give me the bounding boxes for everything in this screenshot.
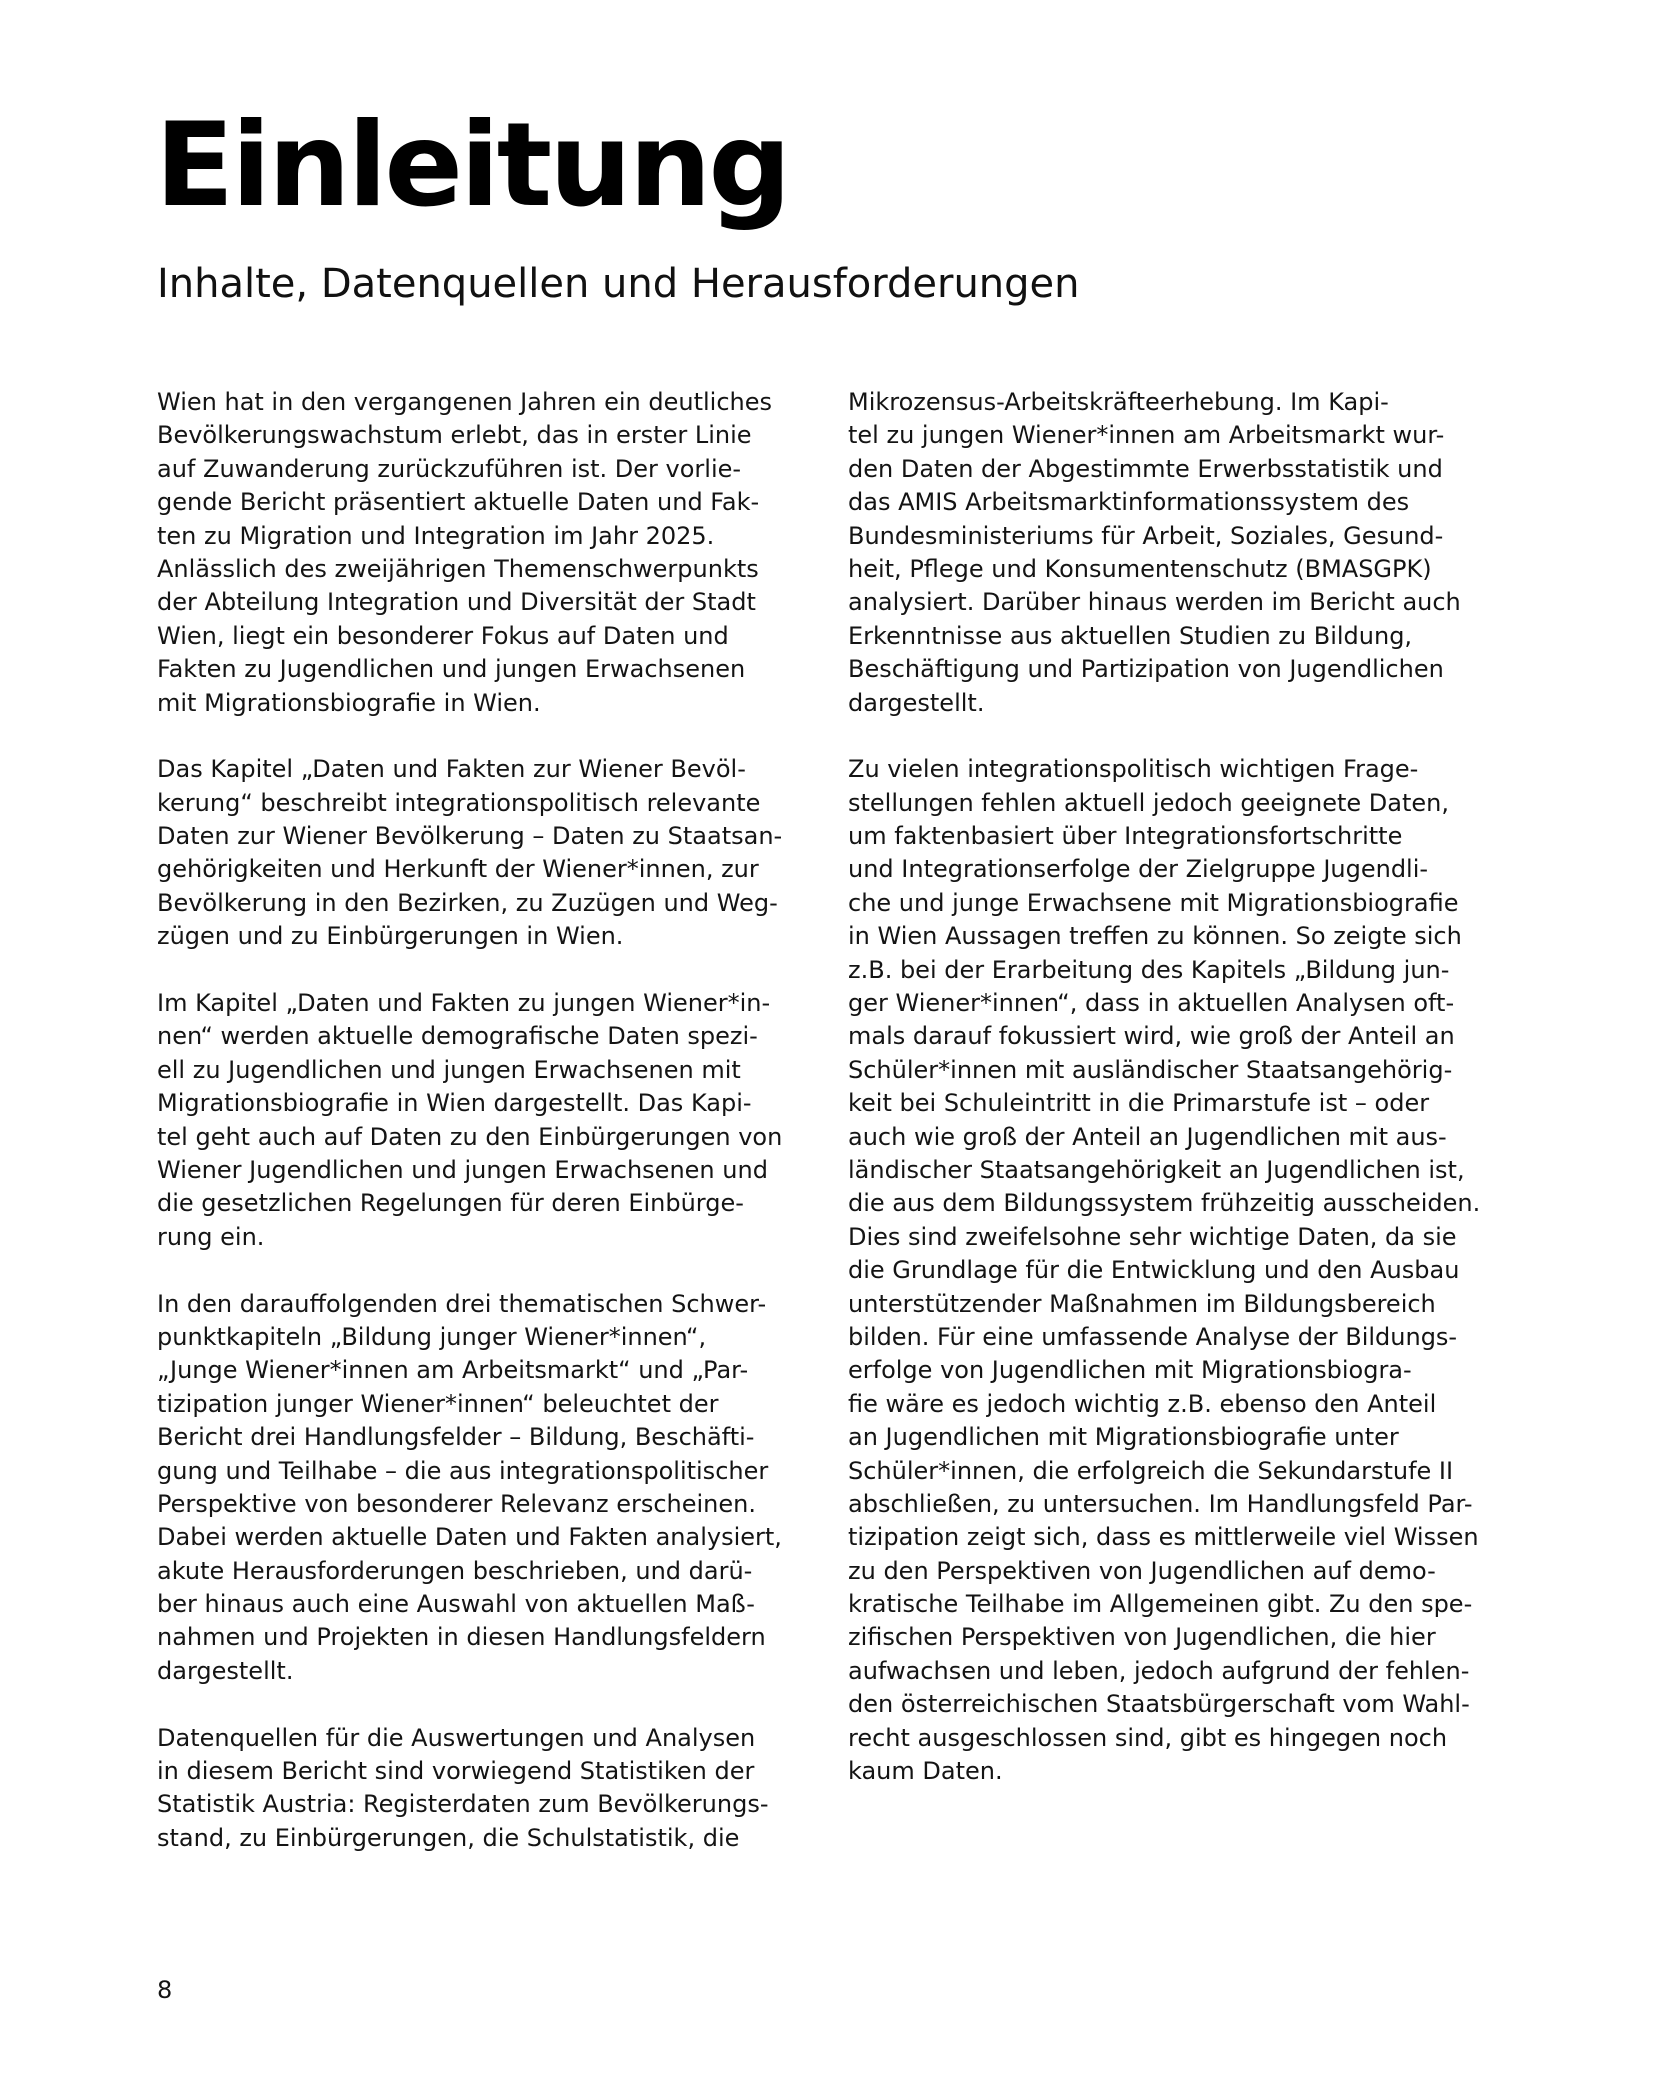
text-line: ten zu Migration und Integration im Jahr 2025. (157, 521, 715, 550)
paragraph-gap (848, 720, 1500, 753)
text-line: che und junge Erwachsene mit Migrationsbiografie (848, 888, 1459, 917)
text-line: ger Wiener*innen“, dass in aktuellen Analysen oft- (848, 989, 1455, 1018)
text-line: nahmen und Projekten in diesen Handlungsfeldern (157, 1623, 766, 1652)
text-line: ber hinaus auch eine Auswahl von aktuellen Maß- (157, 1590, 755, 1619)
text-line: den österreichischen Staatsbürgerschaft vom Wahl- (848, 1690, 1470, 1719)
text-line: der Abteilung Integration und Diversität der Stadt (157, 588, 756, 617)
text-line: recht ausgeschlossen sind, gibt es hingegen noch (848, 1723, 1448, 1752)
text-line: z.B. bei der Erarbeitung des Kapitels „Bildung jun- (848, 955, 1450, 984)
text-line: Zu vielen integrationspolitisch wichtigen Frage- (848, 755, 1419, 784)
text-line: Dies sind zweifelsohne sehr wichtige Daten, da sie (848, 1222, 1457, 1251)
page-number: 8 (157, 1976, 173, 2004)
text-line: zügen und zu Einbürgerungen in Wien. (157, 922, 624, 951)
text-line: tizipation zeigt sich, dass es mittlerweile viel Wissen (848, 1523, 1479, 1552)
text-line: unterstützender Maßnahmen im Bildungsbereich (848, 1289, 1436, 1318)
text-line: In den darauffolgenden drei thematischen Schwer- (157, 1289, 767, 1318)
text-line: Bevölkerungswachstum erlebt, das in erster Linie (157, 421, 752, 450)
text-line: Bevölkerung in den Bezirken, zu Zuzügen und Weg- (157, 888, 778, 917)
text-line: kratische Teilhabe im Allgemeinen gibt. Zu den spe- (848, 1590, 1473, 1619)
text-line: abschließen, zu untersuchen. Im Handlungsfeld Par- (848, 1489, 1473, 1518)
text-line: dargestellt. (157, 1656, 294, 1685)
text-line: um faktenbasiert über Integrationsfortschritte (848, 822, 1403, 851)
text-line: erfolge von Jugendlichen mit Migrationsbiogra- (848, 1356, 1412, 1385)
text-line: Daten zur Wiener Bevölkerung – Daten zu Staatsan- (157, 822, 783, 851)
text-line: in diesem Bericht sind vorwiegend Statistiken der (157, 1757, 755, 1786)
paragraph-gap (157, 1254, 809, 1287)
text-line: tel zu jungen Wiener*innen am Arbeitsmarkt wur- (848, 421, 1445, 450)
text-line: Bericht drei Handlungsfelder – Bildung, Beschäfti- (157, 1423, 755, 1452)
text-line: den Daten der Abgestimmte Erwerbsstatistik und (848, 454, 1443, 483)
text-line: Wien hat in den vergangenen Jahren ein deutliches (157, 388, 773, 416)
text-line: nen“ werden aktuelle demografische Daten spezi- (157, 1022, 758, 1051)
text-line: die aus dem Bildungssystem frühzeitig ausscheiden. (848, 1189, 1481, 1218)
text-line: Bundesministeriums für Arbeit, Soziales, Gesund- (848, 521, 1444, 550)
text-line: Mikrozensus-Arbeitskräfteerhebung. Im Kapi- (848, 388, 1389, 416)
text-line: Schüler*innen, die erfolgreich die Sekundarstufe II (848, 1456, 1454, 1485)
text-line: punktkapiteln „Bildung junger Wiener*innen“, (157, 1322, 707, 1351)
text-line: mals darauf fokussiert wird, wie groß der Anteil an (848, 1022, 1455, 1051)
paragraph-gap (157, 720, 809, 753)
text-line: Wien, liegt ein besonderer Fokus auf Daten und (157, 621, 729, 650)
text-line: Erkenntnisse aus aktuellen Studien zu Bildung, (848, 621, 1413, 650)
text-line: fie wäre es jedoch wichtig z.B. ebenso den Anteil (848, 1389, 1437, 1418)
paragraph-gap (157, 954, 809, 987)
text-line: tel geht auch auf Daten zu den Einbürgerungen von (157, 1122, 783, 1151)
text-line: gehörigkeiten und Herkunft der Wiener*innen, zur (157, 855, 759, 884)
text-line: Beschäftigung und Partizipation von Jugendlichen (848, 655, 1444, 684)
text-line: bilden. Für eine umfassende Analyse der Bildungs- (848, 1322, 1458, 1351)
text-line: die gesetzlichen Regelungen für deren Einbürge- (157, 1189, 744, 1218)
text-line: auf Zuwanderung zurückzuführen ist. Der vorlie- (157, 454, 742, 483)
text-column-left (157, 386, 809, 1855)
text-line: keit bei Schuleintritt in die Primarstufe ist – oder (848, 1089, 1430, 1118)
paragraph-gap (157, 1688, 809, 1721)
text-line: Fakten zu Jugendlichen und jungen Erwachsenen (157, 655, 746, 684)
text-line: auch wie groß der Anteil an Jugendlichen mit aus- (848, 1122, 1447, 1151)
text-line: zifischen Perspektiven von Jugendlichen, die hier (848, 1623, 1436, 1652)
text-line: dargestellt. (848, 688, 985, 717)
text-line: stellungen fehlen aktuell jedoch geeignete Daten, (848, 788, 1449, 817)
text-column-right (848, 386, 1500, 1788)
text-line: gung und Teilhabe – die aus integrationspolitischer (157, 1456, 769, 1485)
text-line: Statistik Austria: Registerdaten zum Bevölkerungs- (157, 1790, 769, 1819)
text-line: mit Migrationsbiografie in Wien. (157, 688, 541, 717)
text-line: zu den Perspektiven von Jugendlichen auf demo- (848, 1556, 1436, 1585)
text-line: tizipation junger Wiener*innen“ beleuchtet der (157, 1389, 719, 1418)
text-line: Perspektive von besonderer Relevanz erscheinen. (157, 1489, 756, 1518)
text-line: Wiener Jugendlichen und jungen Erwachsenen und (157, 1155, 768, 1184)
text-line: analysiert. Darüber hinaus werden im Bericht auch (848, 588, 1461, 617)
text-line: das AMIS Arbeitsmarktinformationssystem des (848, 488, 1410, 517)
text-line: Datenquellen für die Auswertungen und Analysen (157, 1723, 756, 1752)
text-line: stand, zu Einbürgerungen, die Schulstatistik, die (157, 1823, 740, 1852)
text-line: kaum Daten. (848, 1757, 1003, 1786)
text-line: Anlässlich des zweijährigen Themenschwerpunkts (157, 554, 759, 583)
text-line: ell zu Jugendlichen und jungen Erwachsenen mit (157, 1055, 741, 1084)
page-subtitle: Inhalte, Datenquellen und Herausforderungen (157, 261, 1080, 307)
text-line: rung ein. (157, 1222, 265, 1251)
text-line: Migrationsbiografie in Wien dargestellt. Das Kapi- (157, 1089, 752, 1118)
text-line: Schüler*innen mit ausländischer Staatsangehörig- (848, 1055, 1453, 1084)
text-line: Dabei werden aktuelle Daten und Fakten analysiert, (157, 1523, 782, 1552)
text-line: und Integrationserfolge der Zielgruppe Jugendli- (848, 855, 1429, 884)
text-line: in Wien Aussagen treffen zu können. So zeigte sich (848, 922, 1462, 951)
text-line: gende Bericht präsentiert aktuelle Daten und Fak- (157, 488, 760, 517)
text-line: Das Kapitel „Daten und Fakten zur Wiener Bevöl- (157, 755, 746, 784)
text-line: die Grundlage für die Entwicklung und den Ausbau (848, 1256, 1460, 1285)
text-line: heit, Pflege und Konsumentenschutz (BMASGPK) (848, 554, 1432, 583)
text-line: kerung“ beschreibt integrationspolitisch relevante (157, 788, 761, 817)
text-line: aufwachsen und leben, jedoch aufgrund der fehlen- (848, 1656, 1470, 1685)
page-title: Einleitung (155, 98, 789, 233)
text-line: an Jugendlichen mit Migrationsbiografie unter (848, 1423, 1399, 1452)
text-line: Im Kapitel „Daten und Fakten zu jungen Wiener*in- (157, 989, 771, 1018)
text-line: akute Herausforderungen beschrieben, und darü- (157, 1556, 753, 1585)
text-line: ländischer Staatsangehörigkeit an Jugendlichen ist, (848, 1155, 1465, 1184)
text-line: „Junge Wiener*innen am Arbeitsmarkt“ und „Par- (157, 1356, 749, 1385)
